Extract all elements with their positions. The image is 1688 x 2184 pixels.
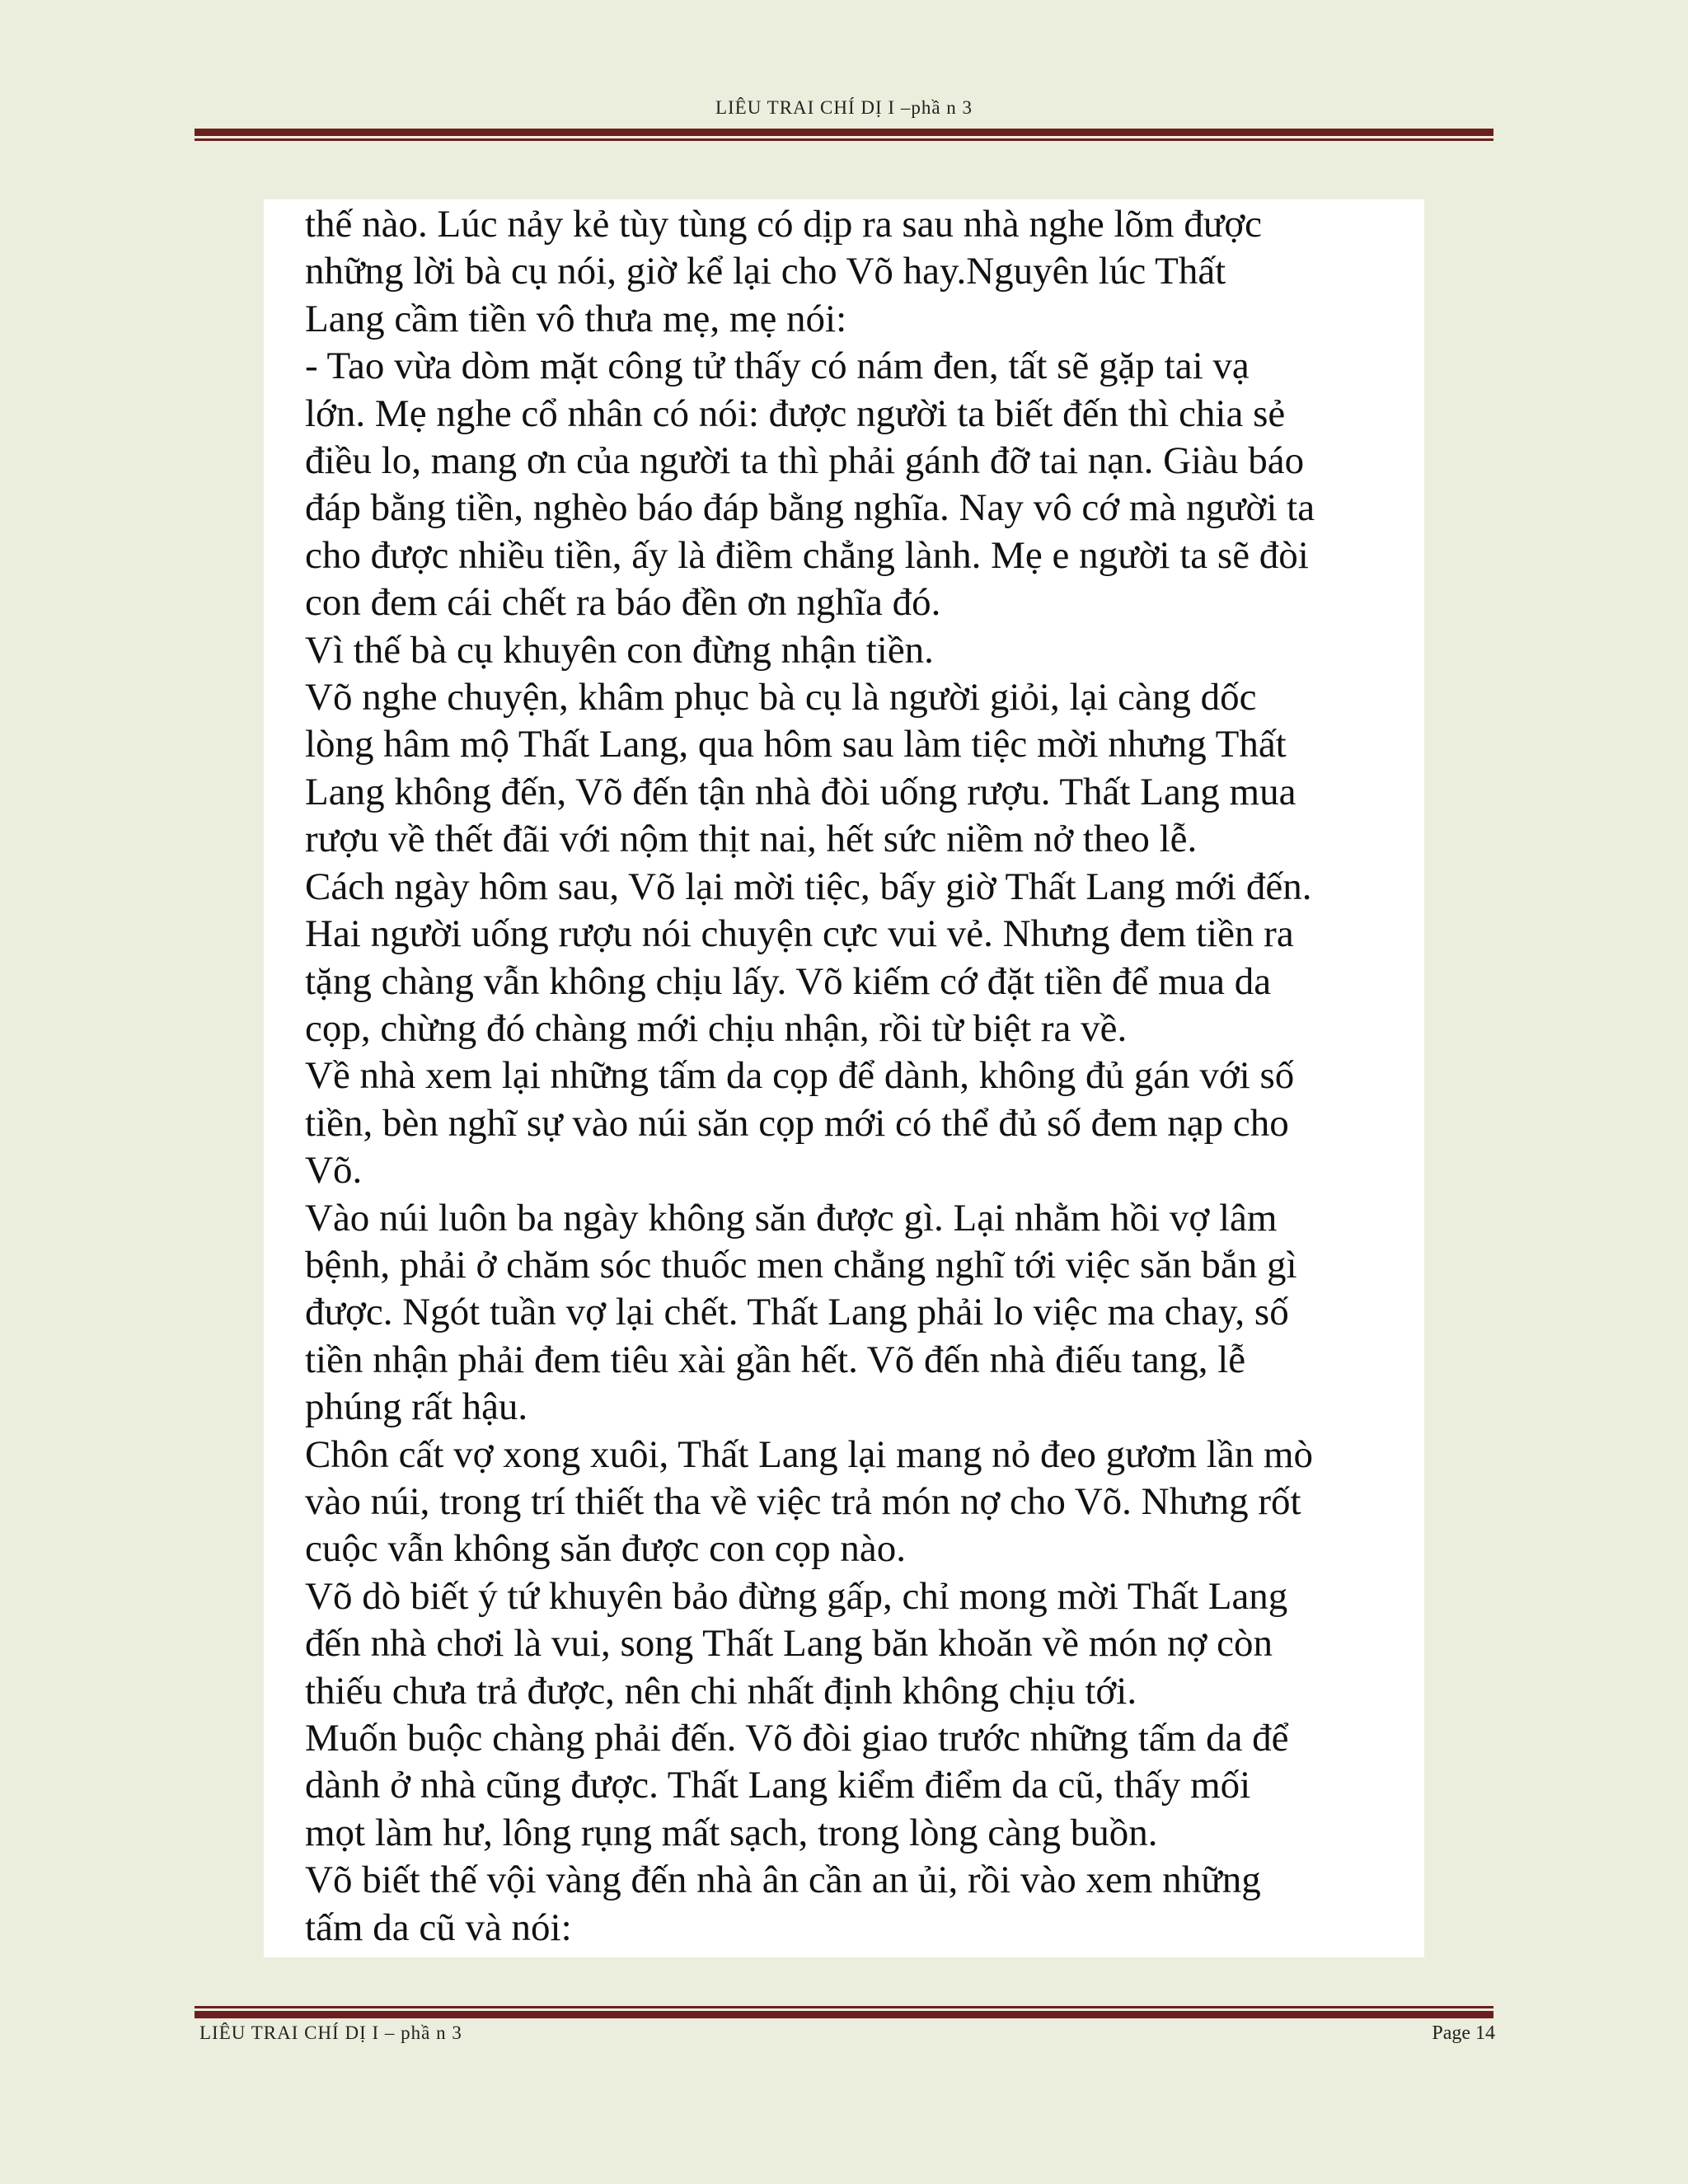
text-line: Võ. bbox=[305, 1149, 363, 1193]
text-line: Vào núi luôn ba ngày không săn được gì. Lại nhằm hồi vợ lâm bbox=[305, 1196, 1278, 1240]
text-line: vào núi, trong trí thiết tha về việc trả món nợ cho Võ. Nhưng rốt bbox=[305, 1479, 1301, 1523]
text-line: điều lo, mang ơn của người ta thì phải gánh đỡ tai nạn. Giàu báo bbox=[305, 439, 1305, 483]
text-line: tấm da cũ và nói: bbox=[305, 1905, 572, 1949]
text-line: cuộc vẫn không săn được con cọp nào. bbox=[305, 1527, 907, 1571]
text-line: Chôn cất vợ xong xuôi, Thất Lang lại mang nỏ đeo gươm lần mò bbox=[305, 1432, 1314, 1476]
text-line: tặng chàng vẫn không chịu lấy. Võ kiếm cớ đặt tiền để mua da bbox=[305, 959, 1272, 1003]
page-number: Page 14 bbox=[1432, 2022, 1495, 2044]
text-line: mọt làm hư, lông rụng mất sạch, trong lòng càng buồn. bbox=[305, 1811, 1158, 1854]
running-header: LIÊU TRAI CHÍ DỊ I –phầ n 3 bbox=[715, 97, 973, 118]
text-line: tiền nhận phải đem tiêu xài gần hết. Võ đến nhà điếu tang, lễ bbox=[305, 1338, 1246, 1381]
text-line: cho được nhiều tiền, ấy là điềm chẳng lành. Mẹ e người ta sẽ đòi bbox=[305, 533, 1309, 577]
text-line: tiền, bèn nghĩ sự vào núi săn cọp mới có thể đủ số đem nạp cho bbox=[305, 1101, 1289, 1145]
text-line: Võ dò biết ý tứ khuyên bảo đừng gấp, chỉ mong mời Thất Lang bbox=[305, 1574, 1288, 1618]
text-line: lòng hâm mộ Thất Lang, qua hôm sau làm tiệc mời nhưng Thất bbox=[305, 723, 1287, 766]
footer-rule bbox=[195, 2006, 1493, 2018]
text-line: Vì thế bà cụ khuyên con đừng nhận tiền. bbox=[305, 628, 934, 672]
text-line: - Tao vừa dòm mặt công tử thấy có nám đen, tất sẽ gặp tai vạ bbox=[305, 344, 1250, 388]
text-line: rượu về thết đãi với nộm thịt nai, hết sức niềm nở theo lễ. bbox=[305, 818, 1198, 861]
body-text bbox=[305, 201, 1409, 1952]
text-line: cọp, chừng đó chàng mới chịu nhận, rồi từ biệt ra về. bbox=[305, 1006, 1128, 1050]
text-line: Lang cầm tiền vô thưa mẹ, mẹ nói: bbox=[305, 297, 847, 340]
text-line: Hai người uống rượu nói chuyện cực vui vẻ. Nhưng đem tiền ra bbox=[305, 912, 1294, 956]
text-line: thế nào. Lúc nảy kẻ tùy tùng có dịp ra sau nhà nghe lõm được bbox=[305, 203, 1263, 246]
text-line: bệnh, phải ở chăm sóc thuốc men chẳng nghĩ tới việc săn bắn gì bbox=[305, 1243, 1297, 1286]
text-line: Võ nghe chuyện, khâm phục bà cụ là người giỏi, lại càng dốc bbox=[305, 676, 1257, 719]
page-body bbox=[264, 199, 1424, 1957]
text-line: đáp bằng tiền, nghèo báo đáp bằng nghĩa. Nay vô cớ mà người ta bbox=[305, 486, 1315, 530]
text-line: thiếu chưa trả được, nên chi nhất định không chịu tới. bbox=[305, 1669, 1137, 1713]
header-rule-thick bbox=[195, 129, 1493, 136]
text-line: những lời bà cụ nói, giờ kể lại cho Võ hay.Nguyên lúc Thất bbox=[305, 250, 1226, 293]
footer-rule-thin bbox=[195, 2006, 1493, 2008]
text-line: phúng rất hậu. bbox=[305, 1385, 528, 1429]
text-line: Lang không đến, Võ đến tận nhà đòi uống rượu. Thất Lang mua bbox=[305, 770, 1296, 813]
text-line: lớn. Mẹ nghe cổ nhân có nói: được người ta biết đến thì chia sẻ bbox=[305, 391, 1286, 435]
text-line: con đem cái chết ra báo đền ơn nghĩa đó. bbox=[305, 581, 941, 625]
text-line: Về nhà xem lại những tấm da cọp để dành, không đủ gán với số bbox=[305, 1054, 1295, 1098]
text-line: dành ở nhà cũng được. Thất Lang kiểm điểm da cũ, thấy mối bbox=[305, 1764, 1251, 1807]
text-line: được. Ngót tuần vợ lại chết. Thất Lang phải lo việc ma chay, số bbox=[305, 1291, 1289, 1334]
text-line: Cách ngày hôm sau, Võ lại mời tiệc, bấy giờ Thất Lang mới đến. bbox=[305, 865, 1312, 908]
header-rule bbox=[195, 129, 1493, 141]
running-footer: LIÊU TRAI CHÍ DỊ I – phầ n 3 bbox=[199, 2022, 462, 2043]
footer-rule-thick bbox=[195, 2011, 1493, 2018]
text-line: đến nhà chơi là vui, song Thất Lang băn khoăn về món nợ còn bbox=[305, 1622, 1273, 1666]
text-line: Võ biết thế vội vàng đến nhà ân cần an ủi, rồi vào xem những bbox=[305, 1858, 1261, 1902]
header-rule-thin bbox=[195, 138, 1493, 141]
text-line: Muốn buộc chàng phải đến. Võ đòi giao trước những tấm da để bbox=[305, 1717, 1289, 1760]
